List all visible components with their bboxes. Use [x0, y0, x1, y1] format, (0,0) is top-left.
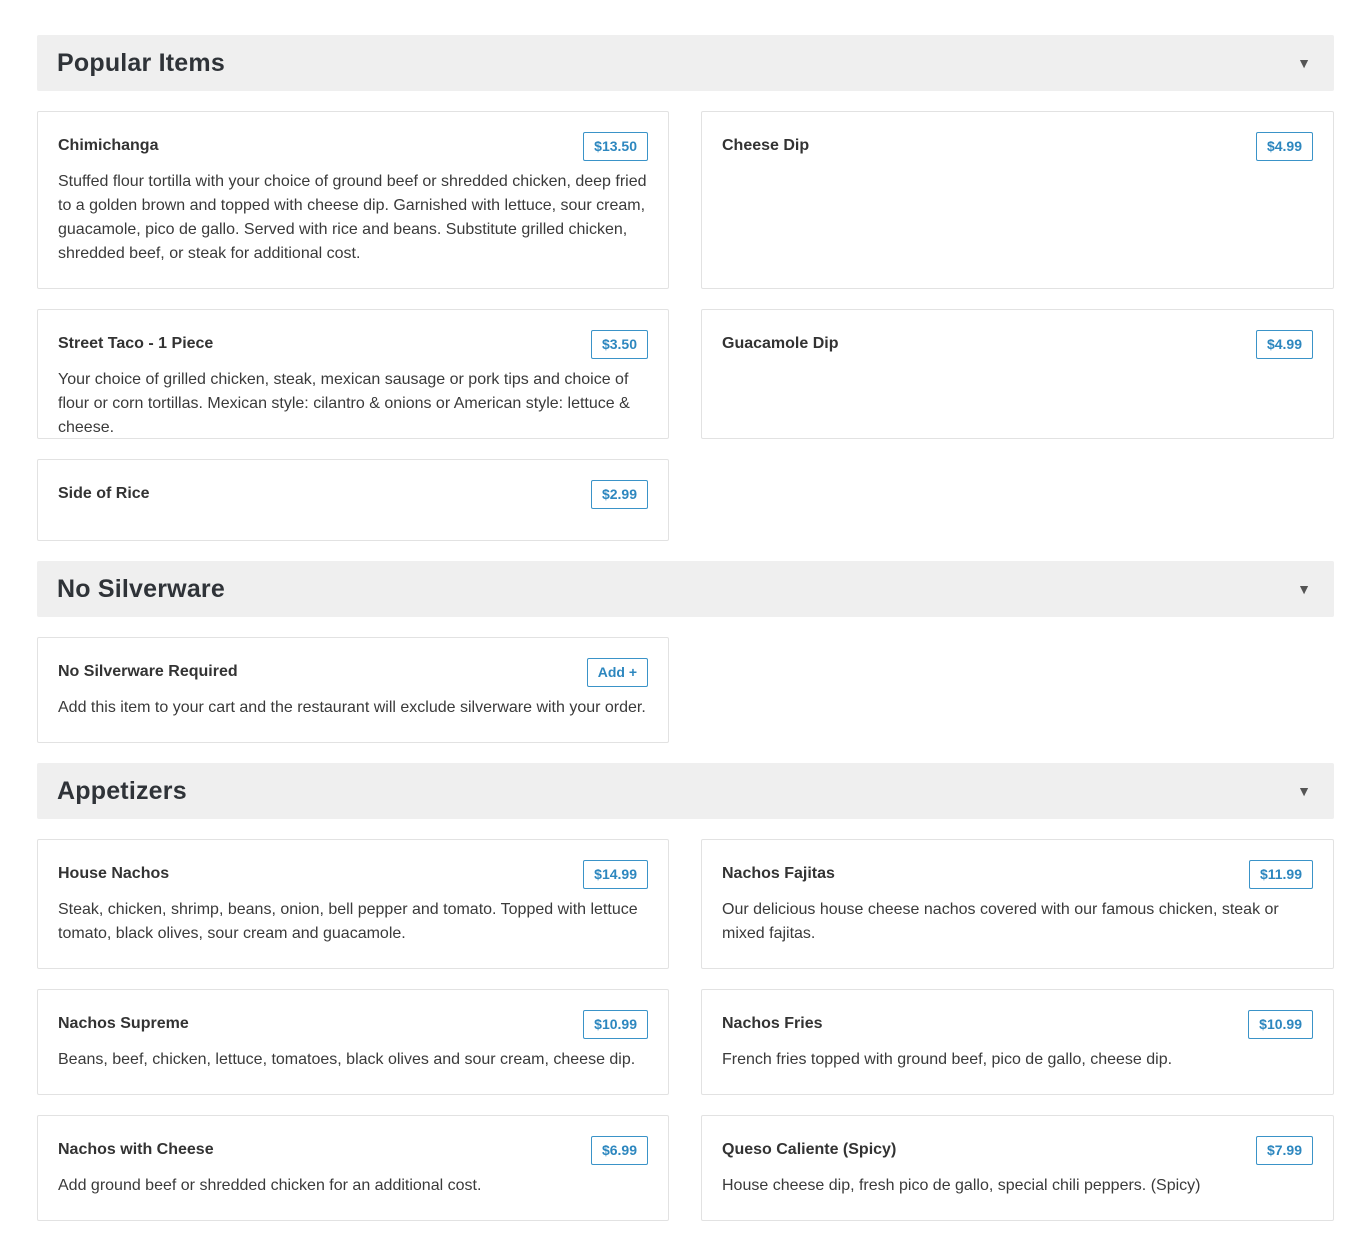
- item-description: Your choice of grilled chicken, steak, mexican sausage or pork tips and choice of flour or corn tortillas. Mexican style: cilantro & onions or American style: lettuce & cheese.: [58, 371, 630, 436]
- item-name: Nachos Fries: [722, 1015, 823, 1032]
- chevron-down-icon[interactable]: ▼: [1297, 581, 1311, 597]
- price-button[interactable]: $10.99: [583, 1010, 648, 1039]
- item-name: Nachos Supreme: [58, 1015, 189, 1032]
- price-button[interactable]: $2.99: [591, 480, 648, 509]
- item-name: Street Taco - 1 Piece: [58, 335, 214, 352]
- item-description: House cheese dip, fresh pico de gallo, special chili peppers. (Spicy): [722, 1177, 1201, 1194]
- item-name: House Nachos: [58, 865, 170, 882]
- section-header-no-silverware[interactable]: [37, 561, 1334, 617]
- menu-item-card[interactable]: [37, 1115, 669, 1221]
- section-header-popular-items[interactable]: [37, 35, 1334, 91]
- section-title: Appetizers: [57, 776, 187, 805]
- menu-item-card[interactable]: [37, 989, 669, 1095]
- menu-item-card[interactable]: [701, 839, 1334, 969]
- item-name: Chimichanga: [58, 137, 159, 154]
- item-name: Queso Caliente (Spicy): [722, 1141, 897, 1158]
- menu-item-card[interactable]: [37, 459, 669, 541]
- menu-item-card[interactable]: [701, 309, 1334, 439]
- item-description: Add this item to your cart and the restaurant will exclude silverware with your order.: [58, 699, 646, 716]
- section-appetizers: [37, 763, 1334, 1221]
- section-header-appetizers[interactable]: [37, 763, 1334, 819]
- item-description: French fries topped with ground beef, pico de gallo, cheese dip.: [722, 1051, 1173, 1068]
- add-button[interactable]: Add +: [587, 658, 648, 687]
- price-button[interactable]: $3.50: [591, 330, 648, 359]
- item-name: Nachos with Cheese: [58, 1141, 214, 1158]
- menu-item-card[interactable]: [701, 111, 1334, 289]
- item-description: Stuffed flour tortilla with your choice of ground beef or shredded chicken, deep fried to a golden brown and topped with cheese dip. Garnished with lettuce, sour cream, guacamole, pico de gallo. Served with rice and beans. Substitute grilled chicken, shredded beef, or steak for additional cost.: [58, 173, 647, 262]
- item-name: Cheese Dip: [722, 137, 810, 154]
- menu-item-card[interactable]: [701, 1115, 1334, 1221]
- section-title: No Silverware: [57, 574, 225, 603]
- item-name: Nachos Fajitas: [722, 865, 835, 882]
- price-button[interactable]: $10.99: [1248, 1010, 1313, 1039]
- item-grid: [37, 111, 1334, 541]
- item-description: Add ground beef or shredded chicken for an additional cost.: [58, 1177, 482, 1194]
- section-no-silverware: [37, 561, 1334, 743]
- item-name: No Silverware Required: [58, 663, 238, 680]
- section-popular-items: [37, 35, 1334, 541]
- price-button[interactable]: $7.99: [1256, 1136, 1313, 1165]
- menu-item-card[interactable]: [37, 637, 669, 743]
- menu-item-card[interactable]: [37, 839, 669, 969]
- price-button[interactable]: $13.50: [583, 132, 648, 161]
- menu: [37, 35, 1334, 1241]
- price-button[interactable]: $6.99: [591, 1136, 648, 1165]
- item-name: Side of Rice: [58, 485, 150, 502]
- item-name: Guacamole Dip: [722, 335, 839, 352]
- menu-item-card[interactable]: [701, 989, 1334, 1095]
- price-button[interactable]: $14.99: [583, 860, 648, 889]
- item-description: Steak, chicken, shrimp, beans, onion, bell pepper and tomato. Topped with lettuce tomato, black olives, sour cream and guacamole.: [58, 901, 638, 942]
- item-grid: [37, 839, 1334, 1221]
- price-button[interactable]: $4.99: [1256, 132, 1313, 161]
- price-button[interactable]: $4.99: [1256, 330, 1313, 359]
- item-grid: [37, 637, 1334, 743]
- section-title: Popular Items: [57, 48, 225, 77]
- menu-item-card[interactable]: [37, 111, 669, 289]
- chevron-down-icon[interactable]: ▼: [1297, 55, 1311, 71]
- menu-item-card[interactable]: [37, 309, 669, 439]
- price-button[interactable]: $11.99: [1249, 860, 1313, 889]
- item-description: Our delicious house cheese nachos covered with our famous chicken, steak or mixed fajitas.: [722, 901, 1279, 942]
- chevron-down-icon[interactable]: ▼: [1297, 783, 1311, 799]
- item-description: Beans, beef, chicken, lettuce, tomatoes, black olives and sour cream, cheese dip.: [58, 1051, 636, 1068]
